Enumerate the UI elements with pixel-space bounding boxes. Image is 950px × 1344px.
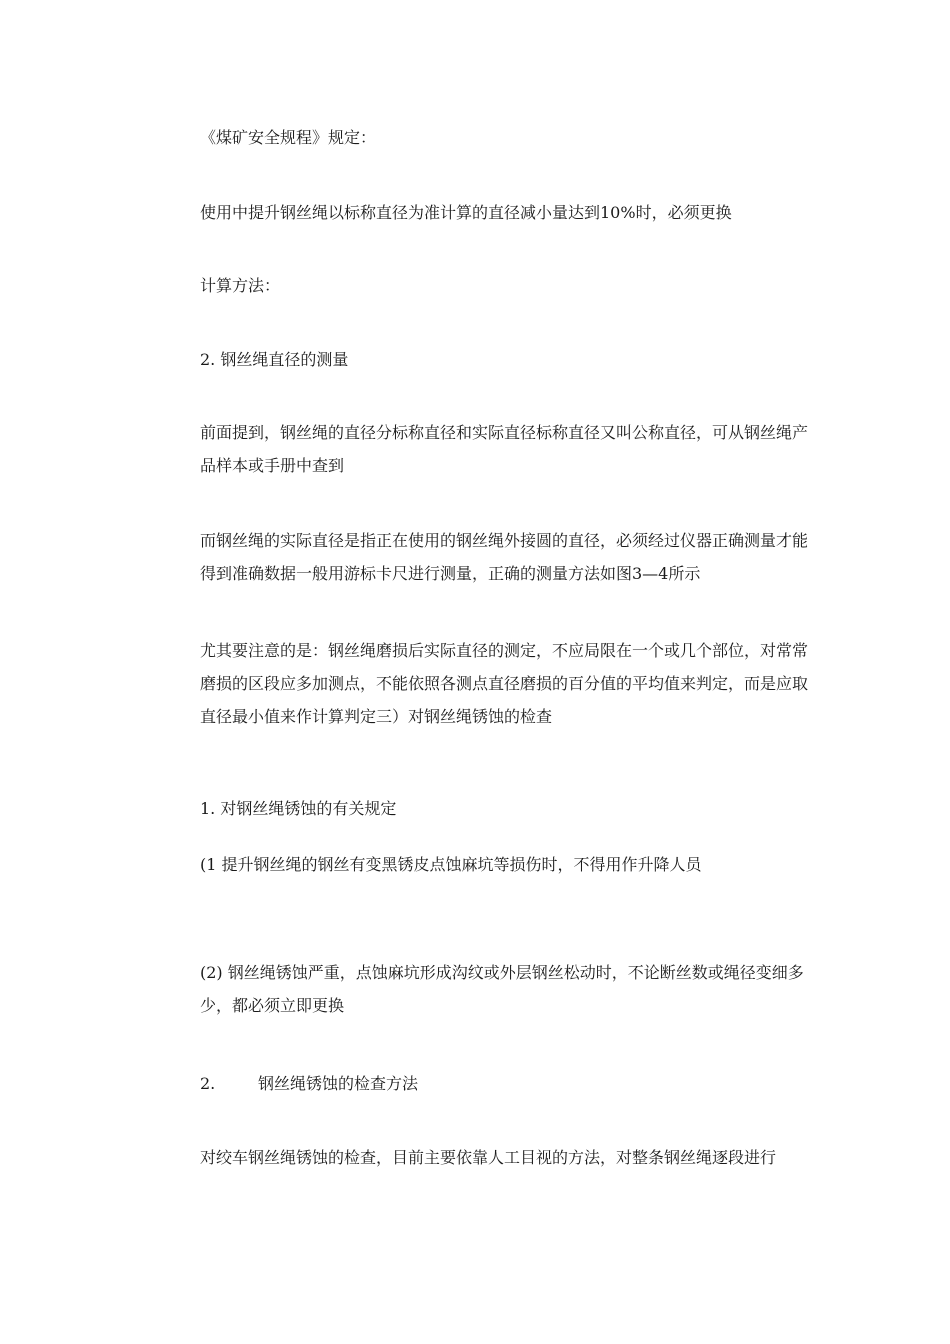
paragraph-replacement-rule: 使用中提升钢丝绳以标称直径为准计算的直径减小量达到10%时，必须更换 <box>200 203 732 222</box>
paragraph-rule-2: (2) 钢丝绳锈蚀严重，点蚀麻坑形成沟纹或外层钢丝松动时，不论断丝数或绳径变细多少，都必须立即更换 <box>200 963 804 1015</box>
paragraph-visual-inspection: 对绞车钢丝绳锈蚀的检查，目前主要依靠人工目视的方法，对整条钢丝绳逐段进行 <box>200 1148 777 1167</box>
heading-text: 钢丝绳锈蚀的检查方法 <box>258 1074 419 1093</box>
heading-number: 2. <box>200 1074 216 1093</box>
heading-corrosion-inspection <box>200 1067 820 1100</box>
heading-diameter-measurement: 2. 钢丝绳直径的测量 <box>200 350 349 369</box>
paragraph-rule-1: (1 提升钢丝绳的钢丝有变黑锈皮点蚀麻坑等损伤时，不得用作升降人员 <box>200 855 702 874</box>
heading-corrosion-rules: 1. 对钢丝绳锈蚀的有关规定 <box>200 799 397 818</box>
paragraph-nominal-diameter: 前面提到，钢丝绳的直径分标称直径和实际直径标称直径又叫公称直径，可从钢丝绳产品样本或手册中查到 <box>200 423 809 475</box>
paragraph-calc-method: 计算方法： <box>200 276 281 295</box>
paragraph-regulation-title: 《煤矿安全规程》规定： <box>200 128 377 147</box>
paragraph-wear-measurement: 尤其要注意的是：钢丝绳磨损后实际直径的测定，不应局限在一个或几个部位，对常常磨损的区段应多加测点，不能依照各测点直径磨损的百分值的平均值来判定，而是应取直径最小值来作计算判定三）对钢丝绳锈蚀的检查 <box>200 641 809 726</box>
paragraph-actual-diameter: 而钢丝绳的实际直径是指正在使用的钢丝绳外接圆的直径，必须经过仪器正确测量才能得到准确数据一般用游标卡尺进行测量，正确的测量方法如图3—4所示 <box>200 531 809 583</box>
